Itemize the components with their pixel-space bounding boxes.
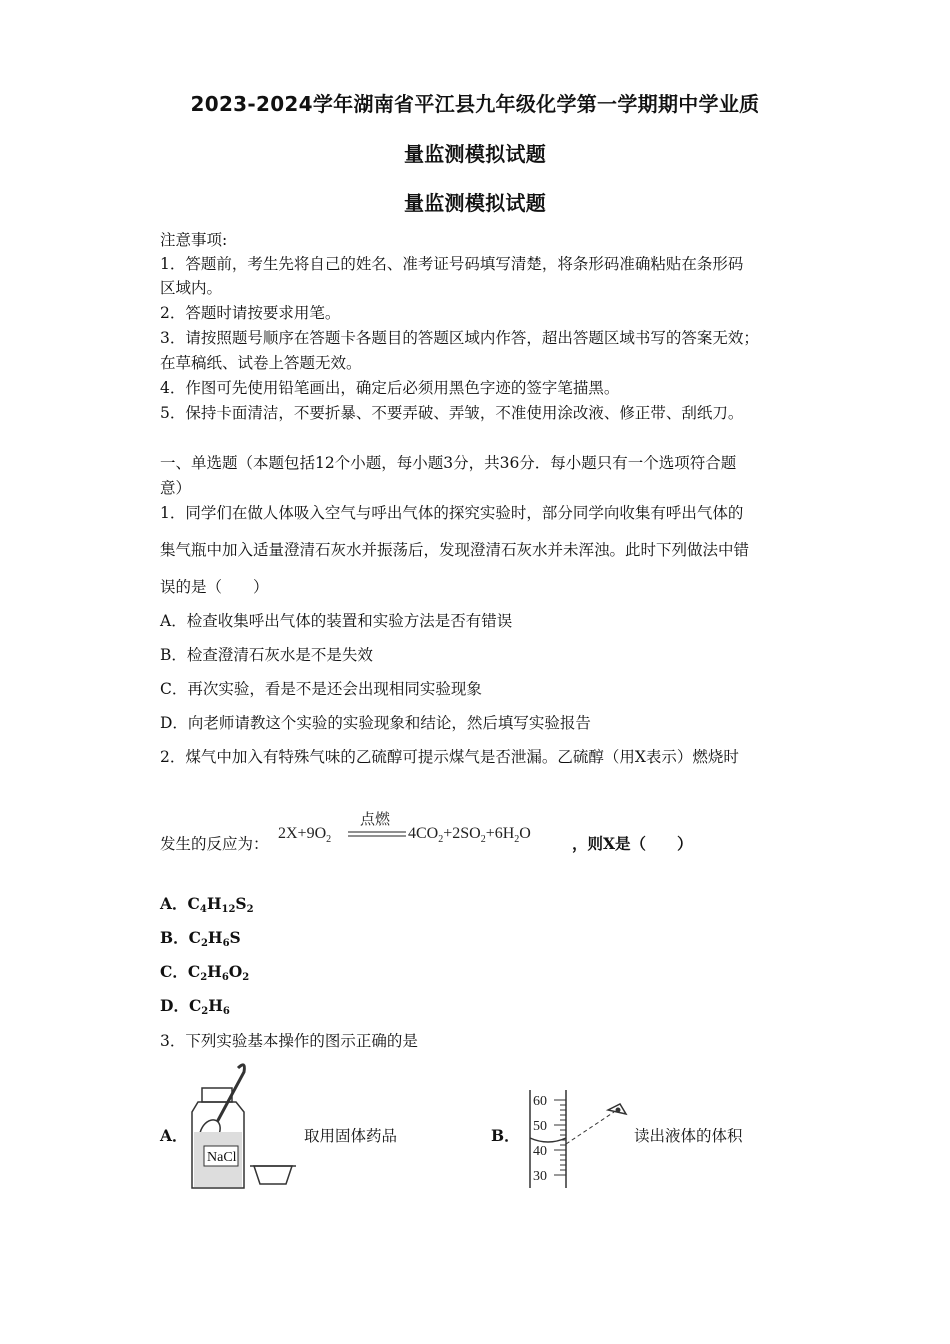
notice-item-3-cont: 在草稿纸、试卷上答题无效。: [160, 354, 362, 372]
q2-equation-tail: ，则X是（ ）: [572, 834, 693, 853]
eye-icon: [608, 1104, 626, 1114]
q3-option-a-text: 取用固体药品: [304, 1127, 398, 1145]
q2-equation-row: [160, 808, 780, 868]
equation-products: $4CO_2+2SO_2+6H_2O$: [408, 825, 531, 845]
notice-item-1-cont: 区域内。: [160, 279, 223, 297]
dish-icon: [254, 1166, 292, 1184]
cylinder-ticks: [554, 1100, 566, 1175]
q3-option-b-label: B．: [491, 1126, 520, 1145]
cylinder-tick-label: 30: [533, 1169, 547, 1184]
sight-line: [566, 1112, 614, 1144]
q1-option-a: A．检查收集呼出气体的装置和实验方法是否有错误: [160, 612, 513, 630]
q1-option-b: B．检查澄清石灰水是不是失效: [160, 646, 373, 664]
equation-condition: 点燃: [360, 812, 391, 828]
q1-option-d: D．向老师请教这个实验的实验现象和结论，然后填写实验报告: [160, 714, 591, 732]
formula-text: $C_2H_6$: [188, 996, 230, 1017]
q2-option-a: A．$C_4H_{12}S_2$: [160, 894, 254, 915]
q1-stem-line2: 集气瓶中加入适量澄清石灰水并振荡后，发现澄清石灰水并未浑浊。此时下列做法中错: [160, 541, 750, 559]
doc-title-line3: 量监测模拟试题: [403, 191, 547, 215]
formula-text: $C_2H_6S$: [188, 928, 241, 949]
cylinder-tick-label: 50: [533, 1119, 547, 1134]
liquid-meniscus: [530, 1138, 566, 1142]
bottle-spoon-figure: [188, 1060, 308, 1195]
formula-text: $C_2H_6O_2$: [187, 962, 250, 983]
reaction-equation: [278, 808, 573, 863]
q2-option-b: B．$C_2H_6S$: [160, 928, 241, 949]
q3-option-a-label: A．: [160, 1126, 188, 1145]
notice-item-2: 2．答题时请按要求用笔。: [160, 304, 341, 322]
section-heading-cont: 意）: [160, 479, 192, 497]
q2-stem-line1: 2．煤气中加入有特殊气味的乙硫醇可提示煤气是否泄漏。乙硫醇（用X表示）燃烧时: [160, 748, 739, 766]
q3-option-b-text: 读出液体的体积: [634, 1127, 743, 1145]
notice-item-1: 1．答题前，考生先将自己的姓名、准考证号码填写清楚，将条形码准确粘贴在条形码: [160, 255, 744, 273]
notice-heading: 注意事项:: [160, 231, 228, 249]
notice-item-4: 4．作图可先使用铅笔画出，确定后必须用黑色字迹的签字笔描黑。: [160, 379, 620, 397]
q2-option-d: D．$C_2H_6$: [160, 996, 230, 1017]
notice-item-3: 3．请按照题号顺序在答题卡各题目的答题区域内作答，超出答题区域书写的答案无效；: [160, 329, 759, 347]
bottle-label-text: NaCl: [207, 1150, 237, 1165]
equation-reactants: $2X+9O_2$: [278, 825, 332, 845]
q1-stem-line3: 误的是（ ）: [160, 578, 269, 596]
q2-option-c: C．$C_2H_6O_2$: [160, 962, 250, 983]
measuring-cylinder-figure: [522, 1088, 632, 1190]
doc-title-line2: 量监测模拟试题: [403, 142, 547, 166]
q1-option-c: C．再次实验，看是不是还会出现相同实验现象: [160, 680, 482, 698]
spoon-handle: [216, 1065, 244, 1124]
q1-stem-line1: 1．同学们在做人体吸入空气与呼出气体的探究实验时，部分同学向收集有呼出气体的: [160, 504, 744, 522]
cylinder-tick-label: 40: [533, 1144, 547, 1159]
q2-equation-label: 发生的反应为：: [160, 835, 269, 853]
formula-text: $C_4H_{12}S_2$: [187, 894, 254, 915]
section-heading: 一、单选题（本题包括12个小题，每小题3分，共36分．每小题只有一个选项符合题: [160, 454, 737, 472]
q3-stem: 3．下列实验基本操作的图示正确的是: [160, 1032, 418, 1050]
notice-item-5: 5．保持卡面清洁，不要折暴、不要弄破、弄皱，不准使用涂改液、修正带、刮纸刀。: [160, 404, 744, 422]
doc-title-line1: 2023-2024学年湖南省平江县九年级化学第一学期期中学业质: [190, 92, 760, 116]
cylinder-tick-label: 60: [533, 1094, 547, 1109]
